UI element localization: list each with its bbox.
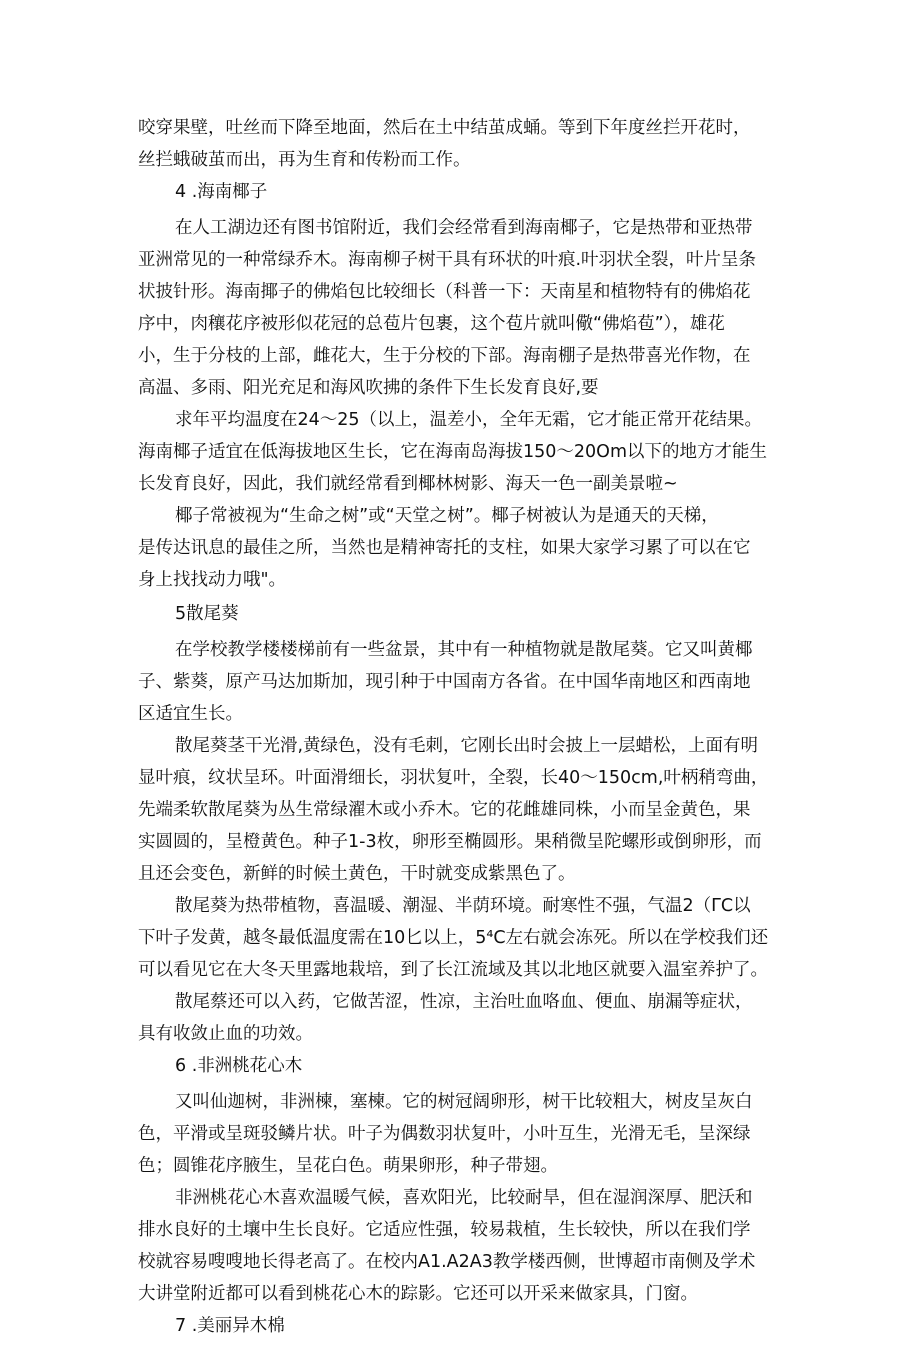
section-heading: 7 .美丽异木棉 (175, 1316, 285, 1336)
section-heading: 4 .海南椰子 (175, 182, 268, 202)
section-heading: 6 .非洲桃花心木 (175, 1056, 303, 1076)
body-line: 显叶痕，纹状呈环。叶面滑细长，羽状复叶，全裂，长40～150cm,叶柄稍弯曲， (138, 768, 769, 788)
body-line: 求年平均温度在24～25（以上，温差小，全年无霜，它才能正常开花结果。 (175, 410, 763, 430)
body-line: 散尾蔡还可以入药，它做苦涩，性凉，主治吐血咯血、便血、崩漏等症状， (175, 992, 753, 1012)
body-line: 是传达讯息的最佳之所，当然也是精神寄托的支柱，如果大家学习累了可以在它 (138, 538, 751, 558)
body-line: 丝拦蛾破茧而出，再为生育和传粉而工作。 (138, 150, 471, 170)
body-line: 长发育良好，因此，我们就经常看到椰林树影、海天一色一副美景啦~ (138, 474, 678, 494)
body-line: 可以看见它在大冬天里露地栽培，到了长江流域及其以北地区就要入温室养护了。 (138, 960, 768, 980)
body-line: 非洲桃花心木喜欢温暖气候，喜欢阳光，比较耐旱，但在湿润深厚、肥沃和 (175, 1188, 753, 1208)
body-line: 在学校教学楼楼梯前有一些盆景，其中有一种植物就是散尾葵。它又叫黄椰 (175, 640, 753, 660)
body-line: 子、紫葵，原产马达加斯加，现引种于中国南方各省。在中国华南地区和西南地 (138, 672, 751, 692)
body-line: 散尾葵为热带植物，喜温暖、潮湿、半荫环境。耐寒性不强，气温2（ΓC以 (175, 896, 751, 916)
body-line: 区适宜生长。 (138, 704, 243, 724)
body-line: 色，平滑或呈斑驳鳞片状。叶子为偶数羽状复叶，小叶互生，光滑无毛，呈深绿 (138, 1124, 751, 1144)
body-line: 先端柔软散尾葵为丛生常绿濯木或小乔木。它的花雌雄同株，小而呈金黄色，果 (138, 800, 751, 820)
body-line: 身上找找动力哦"。 (138, 570, 287, 590)
body-line: 在人工湖边还有图书馆附近，我们会经常看到海南椰子，它是热带和亚热带 (175, 218, 753, 238)
body-line: 排水良好的土壤中生长良好。它适应性强，较易栽植，生长较快，所以在我们学 (138, 1220, 751, 1240)
body-line: 散尾葵茎干光滑,黄绿色，没有毛刺，它刚长出时会披上一层蜡松，上面有明 (175, 736, 759, 756)
body-line: 又叫仙迦树，非洲楝，塞楝。它的树冠阔卵形，树干比较粗大，树皮呈灰白 (175, 1092, 753, 1112)
body-line: 椰子常被视为“生命之树”或“天堂之树”。椰子树被认为是通天的天梯， (175, 506, 719, 526)
body-line: 色；圆锥花序腋生，呈花白色。萌果卵形，种子带翅。 (138, 1156, 558, 1176)
body-line: 实圆圆的，呈橙黄色。种子1-3枚，卵形至椭圆形。果稍微呈陀螺形或倒卵形，而 (138, 832, 762, 852)
body-line: 大讲堂附近都可以看到桃花心木的踪影。它还可以开采来做家具，门窗。 (138, 1284, 698, 1304)
body-line: 状披针形。海南揶子的佛焰包比较细长（科普一下：天南星和植物特有的佛焰花 (138, 282, 751, 302)
body-line: 校就容易嗖嗖地长得老高了。在校内A1.A2A3教学楼西侧，世博超市南侧及学术 (138, 1252, 756, 1272)
body-line: 咬穿果壁，吐丝而下降至地面，然后在土中结茧成蛹。等到下年度丝拦开花时， (138, 118, 751, 138)
body-line: 高温、多雨、阳光充足和海风吹拂的条件下生长发育良好,要 (138, 378, 599, 398)
body-line: 具有收敛止血的功效。 (138, 1024, 313, 1044)
body-line: 序中，肉穰花序被形似花冠的总苞片包裹，这个苞片就叫儆“佛焰苞”），雄花 (138, 314, 725, 334)
document-body (138, 112, 798, 1346)
body-line: 小，生于分枝的上部，雌花大，生于分校的下部。海南棚子是热带喜光作物，在 (138, 346, 751, 366)
section-heading: 5散尾葵 (175, 604, 239, 624)
body-line: 亚洲常见的一种常绿乔木。海南柳子树干具有环状的叶痕.叶羽状全裂，叶片呈条 (138, 250, 757, 270)
body-line: 且还会变色，新鲜的时候土黄色，干时就变成紫黑色了。 (138, 864, 576, 884)
body-line: 海南椰子适宜在低海拔地区生长，它在海南岛海拔150～20Om以下的地方才能生 (138, 442, 767, 462)
body-line: 下叶子发黄，越冬最低温度需在10匕以上，5⁴C左右就会冻死。所以在学校我们还 (138, 928, 769, 948)
